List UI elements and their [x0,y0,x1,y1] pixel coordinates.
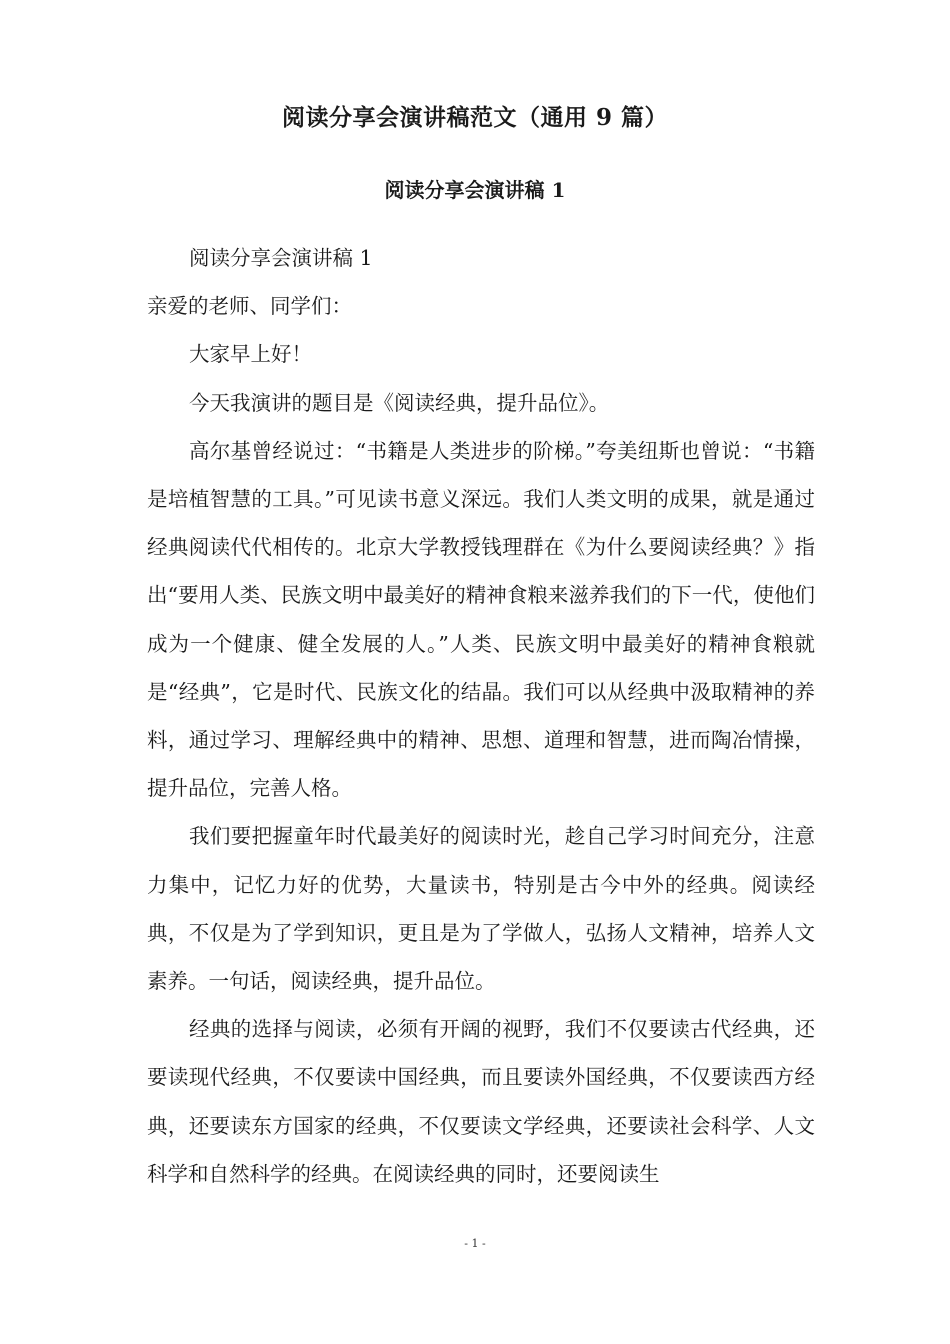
paragraph-body: 高尔基曾经说过：“书籍是人类进步的阶梯。”夸美纽斯也曾说：“书籍是培植智慧的工具。”可见读书意义深远。我们人类文明的成果，就是通过经典阅读代代相传的。北京大学教授钱理群在《为什么要阅读经典？》指出“要用人类、民族文明中最美好的精神食粮来滋养我们的下一代，使他们成为一个健康、健全发展的人。”人类、民族文明中最美好的精神食粮就是“经典”，它是时代、民族文化的结晶。我们可以从经典中汲取精神的养料，通过学习、理解经典中的精神、思想、道理和智慧，进而陶冶情操，提升品位，完善人格。 [147,438,815,801]
page-number: - 1 - [464,1237,486,1250]
section-title: 阅读分享会演讲稿 1 [384,178,566,202]
paragraph-body: 经典的选择与阅读，必须有开阔的视野，我们不仅要读古代经典，还要读现代经典，不仅要读中国经典，而且要读外国经典，不仅要读西方经典，还要读东方国家的经典，不仅要读文学经典，还要读社会科学、人文科学和自然科学的经典。在阅读经典的同时，还要阅读生 [147,1017,815,1186]
document-title: 阅读分享会演讲稿范文（通用 9 篇） [281,104,669,131]
paragraph-topic: 今天我演讲的题目是《阅读经典，提升品位》。 [189,390,610,415]
paragraph-salutation: 亲爱的老师、同学们： [147,294,352,319]
paragraph-body: 我们要把握童年时代最美好的阅读时光，趁自己学习时间充分，注意力集中，记忆力好的优势，大量读书，特别是古今中外的经典。阅读经典，不仅是为了学到知识，更且是为了学做人，弘扬人文精神，培养人文素养。一句话，阅读经典，提升品位。 [147,824,815,994]
paragraph-greeting: 大家早上好！ [189,342,312,367]
document-body [147,234,815,1198]
paragraph-subtitle: 阅读分享会演讲稿 1 [189,246,373,270]
